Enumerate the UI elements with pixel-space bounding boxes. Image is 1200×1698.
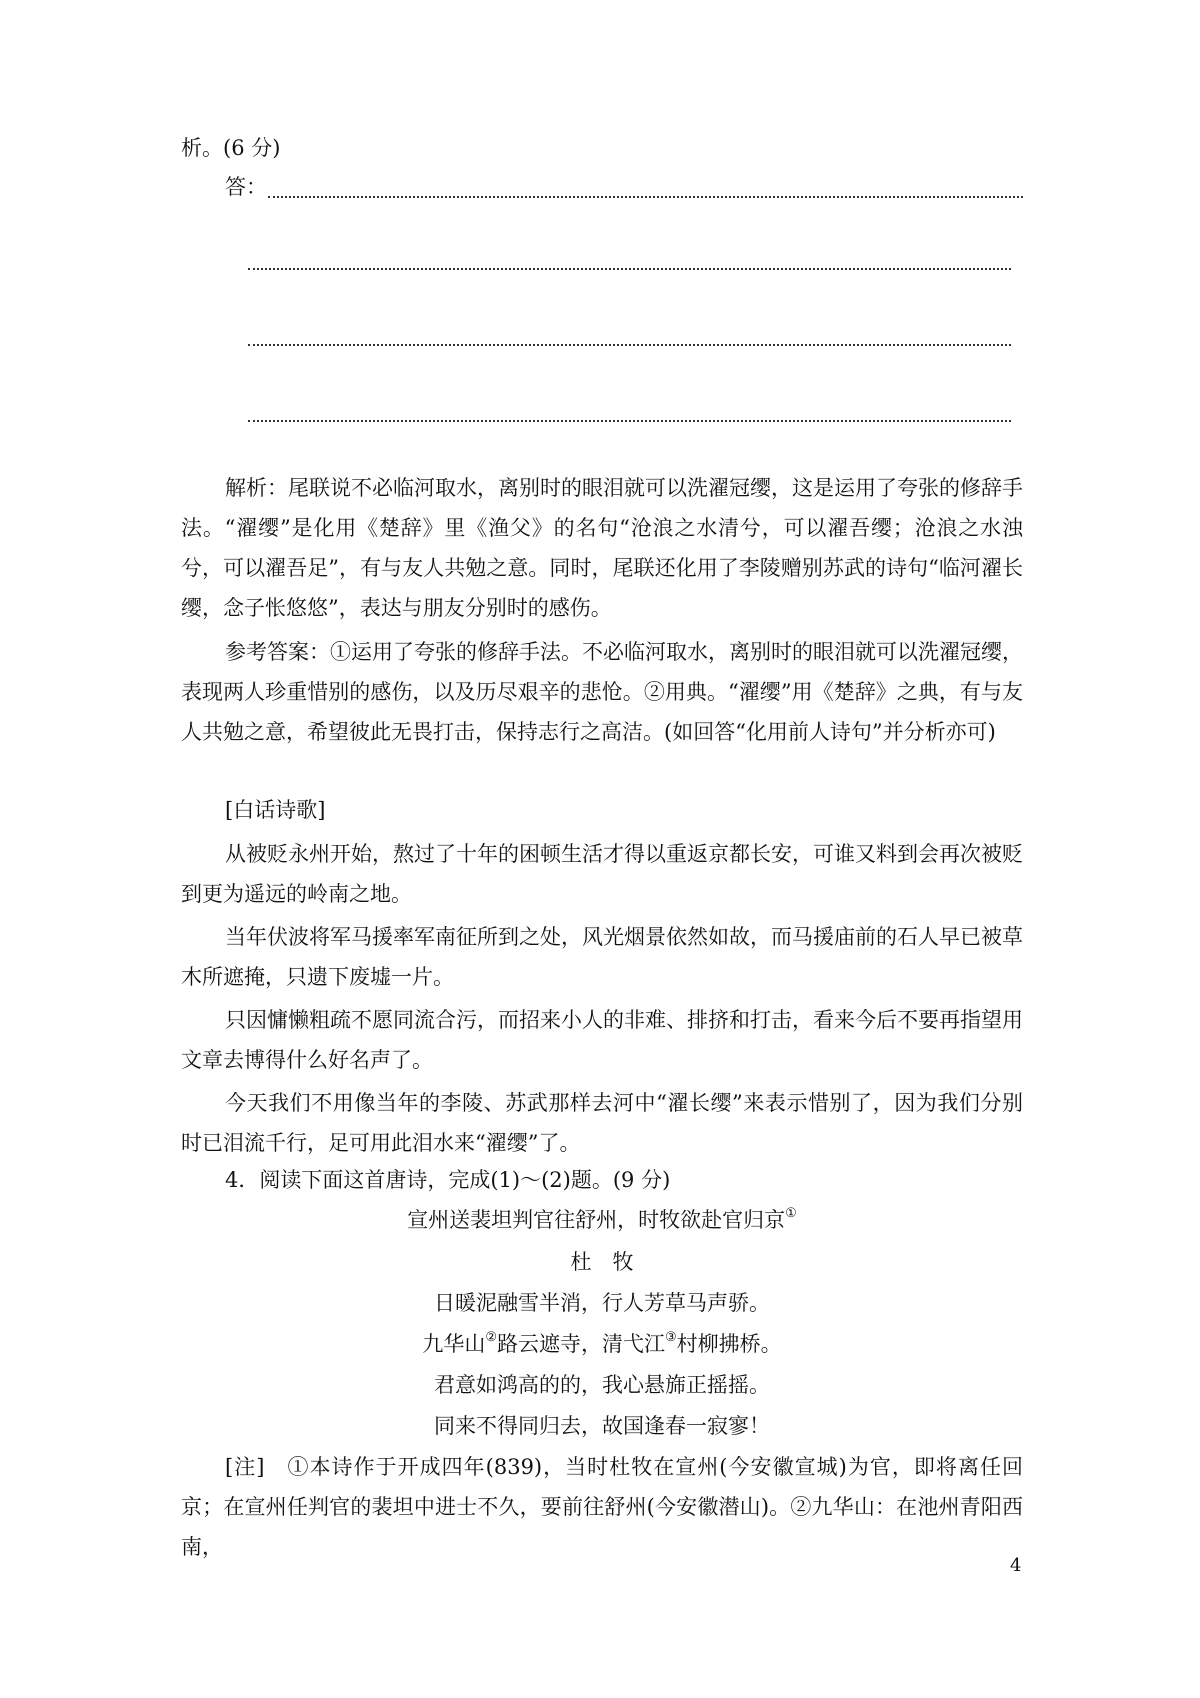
poem-line-2-part: 九华山 xyxy=(422,1332,486,1356)
analysis-paragraph: 解析：尾联说不必临河取水，离别时的眼泪就可以洗濯冠缨，这是运用了夸张的修辞手法。“濯缨”是化用《楚辞》里《渔父》的名句“沧浪之水清兮，可以濯吾缨；沧浪之水浊兮，可以濯吾足”，有与友人共勉之意。同时，尾联还化用了李陵赠别苏武的诗句“临河濯长缨，念子怅悠悠”，表达与朋友分别时的感伤。 xyxy=(181,476,1023,620)
vernacular-paragraph: 从被贬永州开始，熬过了十年的困顿生活才得以重返京都长安，可谁又料到会再次被贬到更为遥远的岭南之地。 xyxy=(181,842,1023,906)
continuation-text: 析。(6 分) xyxy=(181,136,281,160)
footnote-marker: ② xyxy=(485,1330,497,1345)
answer-line-4 xyxy=(248,420,1011,422)
poem-author: 杜 牧 xyxy=(570,1250,634,1274)
footnote-marker: ③ xyxy=(665,1330,677,1345)
poem-line-4: 同来不得同归去，故国逢春一寂寥！ xyxy=(434,1414,770,1438)
answer-line-3 xyxy=(248,344,1011,346)
poem-line-1: 日暖泥融雪半消，行人芳草马声骄。 xyxy=(434,1291,770,1315)
reference-answer-paragraph: 参考答案：①运用了夸张的修辞手法。不必临河取水，离别时的眼泪就可以洗濯冠缨，表现两人珍重惜别的感伤，以及历尽艰辛的悲怆。②用典。“濯缨”用《楚辞》之典，有与友人共勉之意，希望彼此无畏打击，保持志行之高洁。(如回答“化用前人诗句”并分析亦可) xyxy=(181,640,1023,744)
answer-line-1 xyxy=(268,196,1023,198)
poem-title xyxy=(181,1205,1023,1235)
answer-line-2 xyxy=(248,268,1011,270)
vernacular-paragraph: 今天我们不用像当年的李陵、苏武那样去河中“濯长缨”来表示惜别了，因为我们分别时已泪流千行，足可用此泪水来“濯缨”了。 xyxy=(181,1091,1023,1155)
vernacular-paragraph: 当年伏波将军马援率军南征所到之处，风光烟景依然如故，而马援庙前的石人早已被草木所遮掩，只遗下废墟一片。 xyxy=(181,925,1023,989)
poem-title-text: 宣州送裴坦判官往舒州，时牧欲赴官归京 xyxy=(407,1208,786,1232)
vernacular-paragraph: 只因慵懒粗疏不愿同流合污，而招来小人的非难、排挤和打击，看来今后不要再指望用文章去博得什么好名声了。 xyxy=(181,1008,1023,1072)
poem-line-2-part: 村柳拂桥。 xyxy=(676,1332,782,1356)
poem-line-3: 君意如鸿高的的，我心悬旆正摇摇。 xyxy=(434,1373,770,1397)
vernacular-heading: [白话诗歌] xyxy=(225,798,326,822)
notes-paragraph: [注] ①本诗作于开成四年(839)，当时杜牧在宣州(今安徽宣城)为官，即将离任回京；在宣州任判官的裴坦中进士不久，要前往舒州(今安徽潜山)。②九华山：在池州青阳西南， xyxy=(181,1455,1023,1559)
question-4: 4．阅读下面这首唐诗，完成(1)～(2)题。(9 分) xyxy=(225,1168,671,1192)
page-number: 4 xyxy=(1010,1555,1022,1576)
poem-line-2 xyxy=(181,1329,1023,1359)
poem-line-2-part: 路云遮寺，清弋江 xyxy=(497,1332,665,1356)
poem-title-note: ① xyxy=(785,1206,797,1221)
answer-label: 答： xyxy=(225,175,267,199)
